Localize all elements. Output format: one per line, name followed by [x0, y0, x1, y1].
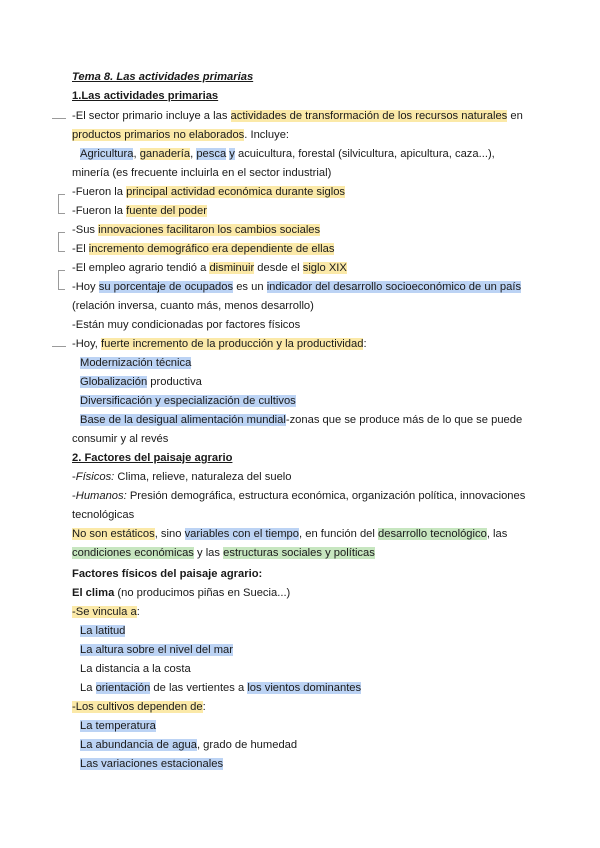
text-line: (relación inversa, cuanto más, menos desarrollo): [72, 300, 314, 312]
list-item: La abundancia de agua, grado de humedad: [80, 739, 298, 751]
doc-title: Tema 8. Las actividades primarias: [72, 71, 254, 83]
list-item: La latitud: [80, 625, 126, 637]
section-1-heading: 1.Las actividades primarias: [72, 90, 219, 102]
section-2-heading: 2. Factores del paisaje agrario: [72, 452, 233, 464]
subheading: Factores físicos del paisaje agrario:: [72, 568, 263, 580]
margin-bracket: [58, 194, 65, 214]
text-line: -Humanos: Presión demográfica, estructura económica, organización política, innovaciones: [72, 490, 526, 502]
list-item: La temperatura: [80, 720, 156, 732]
text-line: -Hoy su porcentaje de ocupados es un indicador del desarrollo socioeconómico de un país: [72, 281, 522, 293]
text-line: El clima (no producimos piñas en Suecia...): [72, 587, 291, 599]
text-line: minería (es frecuente incluirla en el sector industrial): [72, 167, 332, 179]
text-line: -Físicos: Clima, relieve, naturaleza del suelo: [72, 471, 292, 483]
text-line: -Fueron la fuente del poder: [72, 205, 207, 217]
margin-bracket: [58, 232, 65, 252]
list-item: Base de la desigual alimentación mundial-zonas que se produce más de lo que se puede: [80, 414, 523, 426]
text-line: -Los cultivos dependen de:: [72, 701, 206, 713]
text-line: No son estáticos, sino variables con el tiempo, en función del desarrollo tecnológico, las: [72, 528, 508, 540]
text-line: -El sector primario incluye a las actividades de transformación de los recursos naturales en: [72, 110, 523, 122]
text-line: -El incremento demográfico era dependiente de ellas: [72, 243, 335, 255]
text-line: condiciones económicas y las estructuras sociales y políticas: [72, 547, 375, 559]
text-line: tecnológicas: [72, 509, 135, 521]
list-item: Diversificación y especialización de cultivos: [80, 395, 296, 407]
list-item: La distancia a la costa: [80, 663, 191, 675]
list-item: Globalización productiva: [80, 376, 202, 388]
margin-mark: [52, 346, 66, 347]
text-line: -Están muy condicionadas por factores físicos: [72, 319, 301, 331]
list-item: Las variaciones estacionales: [80, 758, 224, 770]
text-line: -El empleo agrario tendió a disminuir desde el siglo XIX: [72, 262, 347, 274]
margin-mark: [52, 118, 66, 119]
margin-bracket: [58, 270, 65, 290]
list-item: La orientación de las vertientes a los vientos dominantes: [80, 682, 362, 694]
text-line: consumir y al revés: [72, 433, 169, 445]
text-line: -Se vincula a:: [72, 606, 140, 618]
text-line: -Fueron la principal actividad económica durante siglos: [72, 186, 346, 198]
text-line: -Sus innovaciones facilitaron los cambios sociales: [72, 224, 321, 236]
text-line: Agricultura, ganadería, pesca y acuicultura, forestal (silvicultura, apicultura, caza...),: [80, 148, 495, 160]
list-item: La altura sobre el nivel del mar: [80, 644, 233, 656]
list-item: Modernización técnica: [80, 357, 192, 369]
text-line: -Hoy, fuerte incremento de la producción y la productividad:: [72, 338, 367, 350]
text-line: productos primarios no elaborados. Incluye:: [72, 129, 290, 141]
